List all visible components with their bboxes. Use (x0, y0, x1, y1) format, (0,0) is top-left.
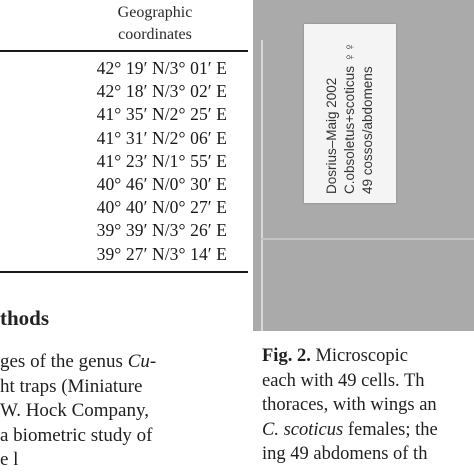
body-line: W. Hock Company, (0, 400, 149, 421)
specimen-label-text (307, 27, 393, 200)
plate-bottom-edge (261, 238, 474, 240)
caption-line (262, 344, 474, 369)
plate-edge (261, 40, 263, 331)
label-line: C.obsoletus+scoticus ♀♀ (342, 42, 357, 194)
table-row: 41° 35′ N/2° 25′ E (96, 104, 227, 125)
table-top-rule (0, 50, 248, 52)
table-row: 41° 23′ N/1° 55′ E (96, 150, 227, 171)
table-row: 39° 39′ N/3° 26′ E (96, 220, 227, 241)
figure-caption (262, 344, 474, 467)
specimen-label (304, 24, 396, 203)
label-line: Dosrius–Maig 2002 (324, 77, 339, 194)
coordinates-list (0, 57, 227, 266)
caption-line: C. scoticus females; the (262, 419, 438, 440)
table-row: 39° 27′ N/3° 14′ E (96, 243, 227, 264)
column-header-line: coordinates (118, 26, 192, 43)
body-paragraph (0, 350, 250, 473)
table-bottom-rule (0, 271, 248, 273)
figure-number: Fig. 2. (262, 346, 311, 366)
table-row: 41° 31′ N/2° 06′ E (96, 127, 227, 148)
section-heading: thods (0, 306, 50, 330)
table-row: 40° 40′ N/0° 27′ E (96, 197, 227, 218)
body-line: a biometric study of (0, 424, 153, 446)
column-header-line: Geographic (117, 4, 193, 21)
column-header (80, 2, 230, 46)
caption-line: each with 49 cells. Th (262, 370, 425, 391)
body-line: ht traps (Miniature (0, 375, 143, 397)
table-row: 42° 18′ N/3° 02′ E (96, 81, 227, 102)
label-line: 49 cossos/abdomens (360, 66, 375, 194)
table-row: 40° 46′ N/0° 30′ E (96, 173, 227, 194)
table-row: 42° 19′ N/3° 01′ E (96, 58, 227, 78)
genus-name: Cu- (127, 351, 157, 372)
caption-line: ing 49 abdomens of th (262, 444, 428, 464)
body-line: e l (0, 449, 19, 470)
figure-photo (253, 0, 474, 331)
caption-text: Microscopic (310, 346, 408, 366)
caption-line: thoraces, with wings an (262, 395, 437, 415)
body-line: ges of the genus Cu- (0, 351, 157, 372)
species-name: C. scoticus (262, 419, 344, 440)
